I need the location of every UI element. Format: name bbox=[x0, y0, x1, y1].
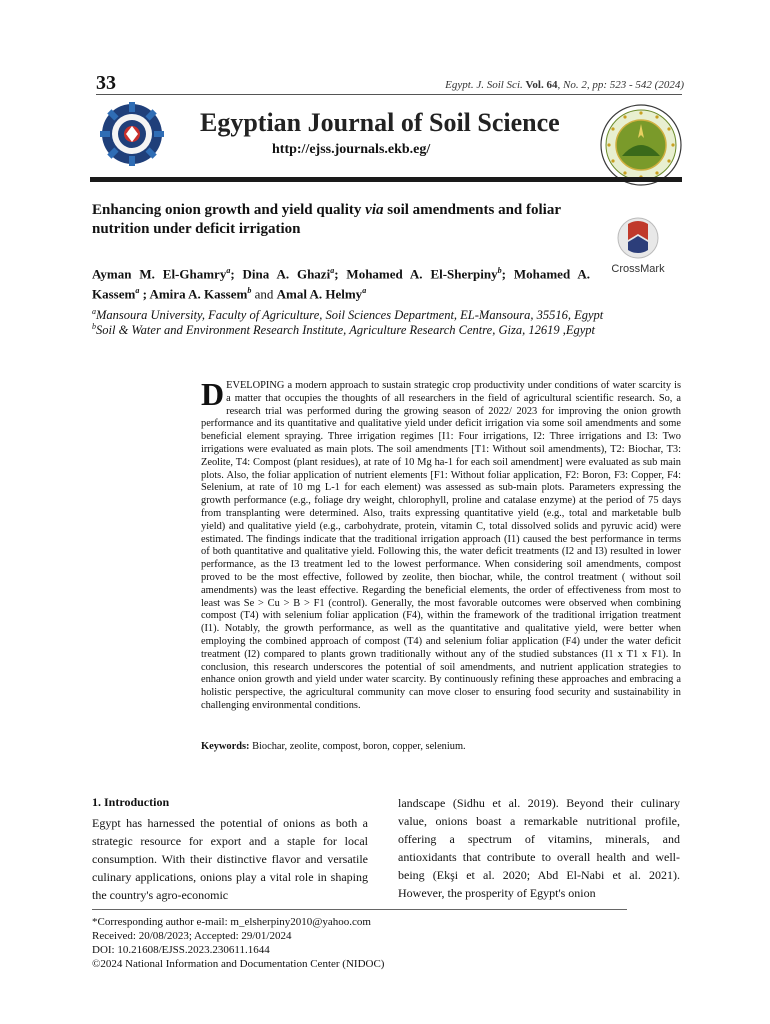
affiliation-b bbox=[92, 319, 652, 338]
intro-right-column: landscape (Sidhu et al. 2019). Beyond their culinary value, onions boast a remarkable nutritional profile, offering a spectrum of vitamins, minerals, and antioxidants that contribute to overall health and well-being (Ekşi et al. 2020; Abd El-Nabi et al. 2021). However, the prosperity of Egypt's onion bbox=[398, 796, 680, 900]
author-separator: ; bbox=[139, 286, 150, 302]
author-separator: and bbox=[251, 286, 277, 302]
journal-seal-icon bbox=[600, 104, 682, 186]
keywords-list: Biochar, zeolite, compost, boron, copper, selenium. bbox=[249, 741, 466, 752]
author-name: Dina A. Ghazi bbox=[242, 266, 331, 282]
article-title-part1: Enhancing onion growth and yield quality bbox=[92, 202, 366, 218]
author-affiliation-marker: a bbox=[330, 266, 335, 275]
affiliation-a-text: Mansoura University, Faculty of Agriculture, Soil Sciences Department, EL-Mansoura, 35516, Egypt bbox=[96, 308, 604, 323]
abstract-dropcap: D bbox=[201, 376, 225, 412]
title-divider bbox=[90, 177, 682, 182]
footnotes bbox=[92, 915, 384, 971]
journal-abbrev: Egypt. J. Soil Sci. bbox=[445, 79, 523, 91]
author-affiliation-marker: a bbox=[362, 286, 367, 296]
intro-left-column: Egypt has harnessed the potential of onions as both a strategic resource for export and a staple for local consumption. With their distinctive flavor and versatile culinary applications, onions play a vital role in shaping the country's agro-economic bbox=[92, 816, 368, 902]
section-heading-introduction: 1. Introduction bbox=[92, 795, 170, 809]
institution-logo-icon bbox=[100, 102, 164, 166]
keywords-label: Keywords: bbox=[201, 741, 250, 752]
journal-reference bbox=[445, 79, 684, 91]
footnote-copyright: ©2024 National Information and Documentation Center (NIDOC) bbox=[92, 958, 385, 970]
affiliation-b-text: Soil & Water and Environment Research Institute, Agriculture Research Centre, Giza, 12619 ,Egypt bbox=[96, 323, 595, 338]
author-affiliation-marker: b bbox=[497, 266, 502, 275]
author-separator: ; bbox=[501, 266, 514, 282]
author-affiliation-marker: a bbox=[135, 286, 140, 296]
author-name: Amira A. Kassem bbox=[149, 286, 248, 302]
journal-volume: Vol. 64 bbox=[525, 79, 558, 91]
crossmark-icon bbox=[606, 216, 670, 262]
affiliation-b-marker: b bbox=[92, 322, 96, 331]
journal-issue-pages: , No. 2, pp: 523 - 542 (2024) bbox=[557, 79, 684, 91]
journal-title: Egyptian Journal of Soil Science bbox=[200, 108, 560, 137]
author-name: Mohamed A. El-Sherpiny bbox=[346, 266, 498, 282]
author-list bbox=[92, 262, 590, 303]
page-number: 33 bbox=[96, 72, 116, 94]
journal-url[interactable]: http://ejss.journals.ekb.eg/ bbox=[272, 142, 431, 157]
author-name: Ayman M. El-Ghamry bbox=[92, 266, 227, 282]
author-affiliation-marker: a bbox=[226, 266, 231, 275]
article-title bbox=[92, 201, 602, 239]
crossmark-badge[interactable] bbox=[606, 216, 670, 274]
author-affiliation-marker: b bbox=[247, 286, 252, 296]
header-rule bbox=[96, 94, 682, 95]
author-separator: ; bbox=[230, 266, 243, 282]
footnote-rule bbox=[92, 909, 627, 910]
footnote-dates: Received: 20/08/2023; Accepted: 29/01/2024 bbox=[92, 930, 292, 942]
abstract bbox=[201, 376, 681, 713]
footnote-doi: DOI: 10.21608/EJSS.2023.230611.1644 bbox=[92, 944, 270, 956]
abstract-text: EVELOPING a modern approach to sustain strategic crop productivity under conditions of water scarcity is a matter that occupies the thoughts of all researchers in the field of agricultural scientific research. So, a research trial was performed during the growing season of 2022/ 2023 for improving the onion growth performance and its quantitative and qualitative yield under deficit irrigation via some soil amendments and some beneficial element spraying. Three irrigation regimes [I1: Four irrigations, I2: Three irrigations and I3: Two irrigations were evaluated as main plots. The soil amendments [T1: Without soil amendments), T2: Biochar, T3: Zeolite, T4: Compost (plant residues), at rate of 10 Mg ha-1 for each soil amendment] were evaluated as sub main plots. Also, the foliar application of nutrient elements [F1: Without foliar application, F2: Boron, F3: Copper, F4: Selenium, at rate of 10 mg L-1 for each element) was assessed as sub-main plots. Parameters expressing the growth performance (e.g., foliage dry weight, chlorophyll, proline and catalase enzyme) at the period of 75 days from transplanting were determined. Also, traits expressing quantitative yield (e.g., total and marketable bulb yield) and qualitative yield (e.g., carbohydrate, protein, vitamin C, total dissolved solids and pyruvic acid) were estimated. The findings indicate that the traditional irrigation approach (I1) caused the best performance in terms of both quantitative and qualitative yield. Following this, the water deficit treatments (I2 and I3) resulted in lower performance, as the I3 treatment led to the lowest performance. When considering soil amendments, compost proved to be the most effective, followed by zeolite, then biochar, while, the control treatment ( without soil amendments) was the least effective. Regarding the beneficial elements, the order of effectiveness from most to least was Se > Cu > B > F1 (control). Generally, the most favorable outcomes were observed when combining compost (T4) with selenium foliar application (F4), within the framework of the traditional irrigation treatment (I1). Notably, the growth performance, as well as the quantitative and qualitative yield, were better when employing the combined approach of compost (T4) and selenium foliar application (F4) under the water deficit treatment (I2) compared to plants grown traditionally without any of the studied substances (I1 x T1 x F1). In conclusion, this research underscores the potential of soil amendments, and nutrient application strategies to enhance onion growth and yield under water scarcity. By continuously refining these approaches and embracing a holistic perspective, the agricultural community can move closer to ensuring food security and sustainability in challenging environmental conditions. bbox=[201, 380, 681, 711]
footnote-corresponding: *Corresponding author e-mail: m_elsherpiny2010@yahoo.com bbox=[92, 916, 371, 928]
crossmark-label: CrossMark bbox=[611, 263, 665, 275]
author-name: Mohamed A. Kassem bbox=[92, 266, 590, 302]
article-title-part2: soil amendments and foliar nutrition under deficit irrigation bbox=[92, 202, 561, 237]
author-name: Amal A. Helmy bbox=[276, 286, 363, 302]
article-title-italic: via bbox=[365, 202, 384, 218]
keywords bbox=[201, 741, 681, 752]
affiliation-a-marker: a bbox=[92, 307, 96, 316]
author-separator: ; bbox=[334, 266, 347, 282]
